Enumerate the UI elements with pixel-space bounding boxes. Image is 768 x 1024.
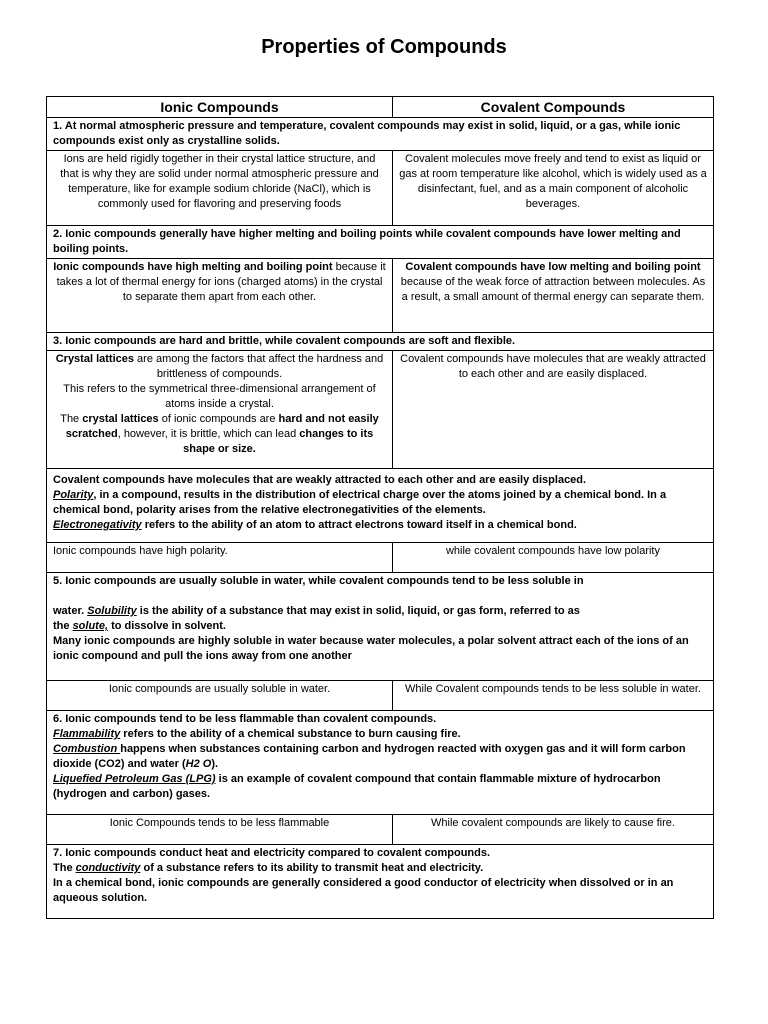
section-4-compare-row: [47, 543, 714, 573]
shape-bold: changes to its shape or size.: [183, 428, 374, 455]
page-title: Properties of Compounds: [261, 36, 507, 58]
section-2-covalent-cell: [393, 259, 714, 333]
section-4-heading: [47, 469, 714, 543]
section-6-heading: [47, 711, 714, 815]
section-6-ionic-cell: Ionic Compounds tends to be less flammable: [47, 815, 393, 845]
section-1-covalent-cell: Covalent molecules move freely and tend to exist as liquid or gas at room temperature like alcohol, which is widely used as a disinfectant, fuel, and as a main component of alcoholic beverages.: [393, 151, 714, 226]
crystal-text-3: The: [60, 413, 83, 425]
section-2-heading: 2. Ionic compounds generally have higher melting and boiling points while covalent compounds have lower melting and boiling points.: [47, 226, 714, 259]
conductivity-definition: of a substance refers to its ability to transmit heat and electricity.: [140, 862, 484, 874]
conductivity-term: conductivity: [75, 862, 141, 874]
ionic-melting-bold: Ionic compounds have high melting and boiling point: [53, 261, 333, 273]
section-4-line1: Covalent compounds have molecules that are weakly attracted to each other and are easily displaced.: [53, 474, 587, 486]
electronegativity-definition: refers to the ability of an atom to attract electrons toward itself in a chemical bond.: [141, 519, 577, 531]
polarity-term: Polarity: [53, 489, 94, 501]
section-3-covalent-cell: Covalent compounds have molecules that are weakly attracted to each other and are easily displaced.: [393, 351, 714, 469]
section-5-ionic-cell: Ionic compounds are usually soluble in water.: [47, 681, 393, 711]
section-4-heading-row: [47, 469, 714, 543]
section-4-ionic-cell: Ionic compounds have high polarity.: [47, 543, 393, 573]
section-3-heading-row: [47, 333, 714, 351]
covalent-melting-bold: Covalent compounds have low melting and boiling point: [405, 261, 701, 273]
lpg-definition: is an example of covalent compound that contain flammable mixture of hydrocarbon (hydrogen and carbon) gases.: [53, 773, 661, 800]
ionic-melting-text: because it takes a lot of thermal energy for ions (charged atoms) in the crystal to separate them apart from each other.: [56, 261, 386, 303]
header-row: [47, 97, 714, 118]
section-5-line1: 5. Ionic compounds are usually soluble in water, while covalent compounds tend to be less soluble in: [53, 575, 584, 587]
combustion-definition: happens when substances containing carbon and hydrogen reacted with oxygen gas and it will form carbon dioxide (: [53, 743, 686, 770]
co2-formula: CO2: [98, 758, 121, 770]
section-3-heading: 3. Ionic compounds are hard and brittle, while covalent compounds are soft and flexible.: [47, 333, 714, 351]
section-6-line1: 6. Ionic compounds tend to be less flammable than covalent compounds.: [53, 713, 437, 725]
electronegativity-term: Electronegativity: [53, 519, 142, 531]
section-6-covalent-cell: While covalent compounds are likely to cause fire.: [393, 815, 714, 845]
section-5-covalent-cell: While Covalent compounds tends to be less soluble in water.: [393, 681, 714, 711]
flammability-definition: refers to the ability of a chemical substance to burn causing fire.: [120, 728, 461, 740]
covalent-melting-text: because of the weak force of attraction between molecules. As a result, a small amount of thermal energy can separate them.: [400, 276, 706, 303]
section-6-compare-row: [47, 815, 714, 845]
solute-term: solute,: [72, 620, 109, 632]
section-5-heading: [47, 573, 714, 681]
section-4-covalent-cell: while covalent compounds have low polarity: [393, 543, 714, 573]
section-2-compare-row: [47, 259, 714, 333]
section-5-heading-row: [47, 573, 714, 681]
hard-bold: hard and not easily scratched: [65, 413, 379, 440]
properties-table: [46, 96, 714, 919]
section-5-water: water.: [53, 605, 88, 617]
crystal-lattices-bold-2: crystal lattices: [82, 413, 159, 425]
section-5-explanation: Many ionic compounds are highly soluble in water because water molecules, a polar solvent attract each of the ions of an ionic compound and pull the ions away from one another: [53, 635, 689, 662]
crystal-text-2: This refers to the symmetrical three-dimensional arrangement of atoms inside a crystal.: [63, 383, 376, 410]
section-7-line1: 7. Ionic compounds conduct heat and electricity compared to covalent compounds.: [53, 847, 491, 859]
flammability-term: Flammability: [53, 728, 121, 740]
section-7-heading-row: [47, 845, 714, 919]
section-1-heading: 1. At normal atmospheric pressure and temperature, covalent compounds may exist in solid, liquid, or a gas, while ionic compounds exist only as crystalline solids.: [47, 118, 714, 151]
combustion-end: ).: [211, 758, 219, 770]
crystal-lattices-bold: Crystal lattices: [55, 353, 134, 365]
section-7-heading: [47, 845, 714, 919]
section-3-compare-row: [47, 351, 714, 469]
crystal-text-5: , however, it is brittle, which can lead: [117, 428, 300, 440]
section-5-compare-row: [47, 681, 714, 711]
section-7-the: The: [53, 862, 76, 874]
section-1-compare-row: [47, 151, 714, 226]
section-6-heading-row: [47, 711, 714, 815]
crystal-text-4: of ionic compounds are: [158, 413, 279, 425]
polarity-definition: , in a compound, results in the distribution of electrical charge over the atoms joined by a chemical bond. In a chemical bond, polarity arises from the relative electronegativities of the elements.: [53, 489, 667, 516]
section-3-ionic-cell: [47, 351, 393, 469]
header-ionic: Ionic Compounds: [47, 97, 393, 118]
section-1-heading-row: [47, 118, 714, 151]
combustion-mid: ) and water (: [120, 758, 186, 770]
section-5-the: the: [53, 620, 73, 632]
section-2-heading-row: [47, 226, 714, 259]
solubility-term: Solubility: [87, 605, 137, 617]
crystal-text-1: are among the factors that affect the hardness and brittleness of compounds.: [133, 353, 384, 380]
solubility-definition: is the ability of a substance that may exist in solid, liquid, or gas form, referred to as: [136, 605, 580, 617]
h2o-formula: H2 O: [185, 758, 212, 770]
section-2-ionic-cell: [47, 259, 393, 333]
section-5-dissolve: to dissolve in solvent.: [108, 620, 226, 632]
lpg-term: Liquefied Petroleum Gas (LPG): [53, 773, 216, 785]
section-7-explanation: In a chemical bond, ionic compounds are generally considered a good conductor of electricity when dissolved or in an aqueous solution.: [53, 877, 674, 904]
combustion-term: Combustion: [53, 743, 121, 755]
header-covalent: Covalent Compounds: [393, 97, 714, 118]
section-1-ionic-cell: Ions are held rigidly together in their crystal lattice structure, and that is why they are solid under normal atmospheric pressure and temperature, like for example sodium chloride (NaCl), which is commonly used for flavoring and preserving foods: [47, 151, 393, 226]
